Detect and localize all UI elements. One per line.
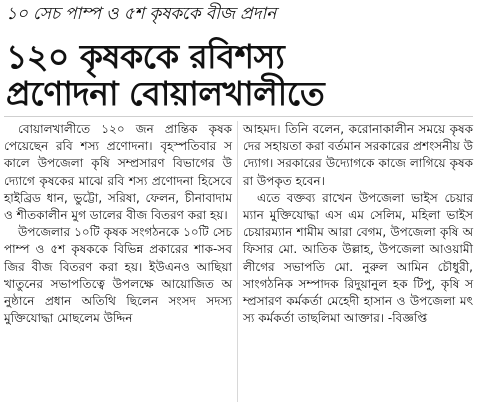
right-column	[243, 121, 473, 327]
headline-line-2: প্রণোদনা বোয়ালখালীতে	[6, 74, 325, 113]
headline-rule	[4, 116, 473, 117]
left-column	[4, 121, 232, 327]
article-kicker: ১০ সেচ পাম্প ও ৫শ কৃষককে বীজ প্রদান	[6, 4, 277, 24]
headline-line-1: ১২০ কৃষককে রবিশস্য	[6, 37, 285, 76]
right-paragraph-2: এতে বক্তব্য রাখেন উপজেলা ভাইস চেয়ারম্যান মুক্তিযোদ্ধা এস এম সেলিম, মহিলা ভাইস চেয়ারম্যান শামীম আরা বেগম, উপজেলা কৃষি অফিসার মো. আতিক উল্লাহ, উপজেলা আওয়ামী লীগের সভাপতি মো. নুরুল আমিন চৌধুরী, সাংগঠনিক সম্পাদক রিদুয়ানুল হক টিপু, কৃষি সম্প্রসারণ কর্মকর্তা মেহেদী হাসান ও উপজেলা মৎস্য কর্মকর্তা তাছলিমা আক্তার। -বিজ্ঞপ্তি	[243, 190, 473, 326]
column-divider	[237, 121, 238, 402]
left-paragraph-2: উপজেলার ১০টি কৃষক সংগঠনকে ১০টি সেচ পাম্প ও ৫শ কৃষককে বিভিন্ন প্রকারের শাক-সবজির বীজ বিতরণ করা হয়। ইউএনও আছিয়া খাতুনের সভাপতিত্বে উপলক্ষে আয়োজিত অনুষ্ঠানে প্রধান অতিথি ছিলেন সংসদ সদস্য মুক্তিযোদ্ধা মোছলেম উদ্দিন	[4, 225, 232, 326]
article-headline	[6, 38, 476, 112]
right-paragraph-1: আহমদ। তিনি বলেন, করোনাকালীন সময়ে কৃষকদের সহায়তা করা বর্তমান সরকারের প্রশংসনীয় উদ্যোগ। সরকারের উদ্যোগকে কাজে লাগিয়ে কৃষকরা উপকৃত হবেন।	[243, 122, 473, 188]
left-paragraph-1: বোয়ালখালীতে ১২০ জন প্রান্তিক কৃষক পেয়েছেন রবি শস্য প্রণোদনা। বৃহস্পতিবার সকালে উপজেলা কৃষি সম্প্রসারণ বিভাগের উদ্যোগে কৃষকের মাঝে রবি শস্য প্রণোদনা হিসেবে হাইব্রিড ধান, ভুট্টো, সরিষা, ফেলন, চীনাবাদাম ও শীতকালীন মুগ ডালের বীজ বিতরণ করা হয়।	[4, 122, 232, 223]
